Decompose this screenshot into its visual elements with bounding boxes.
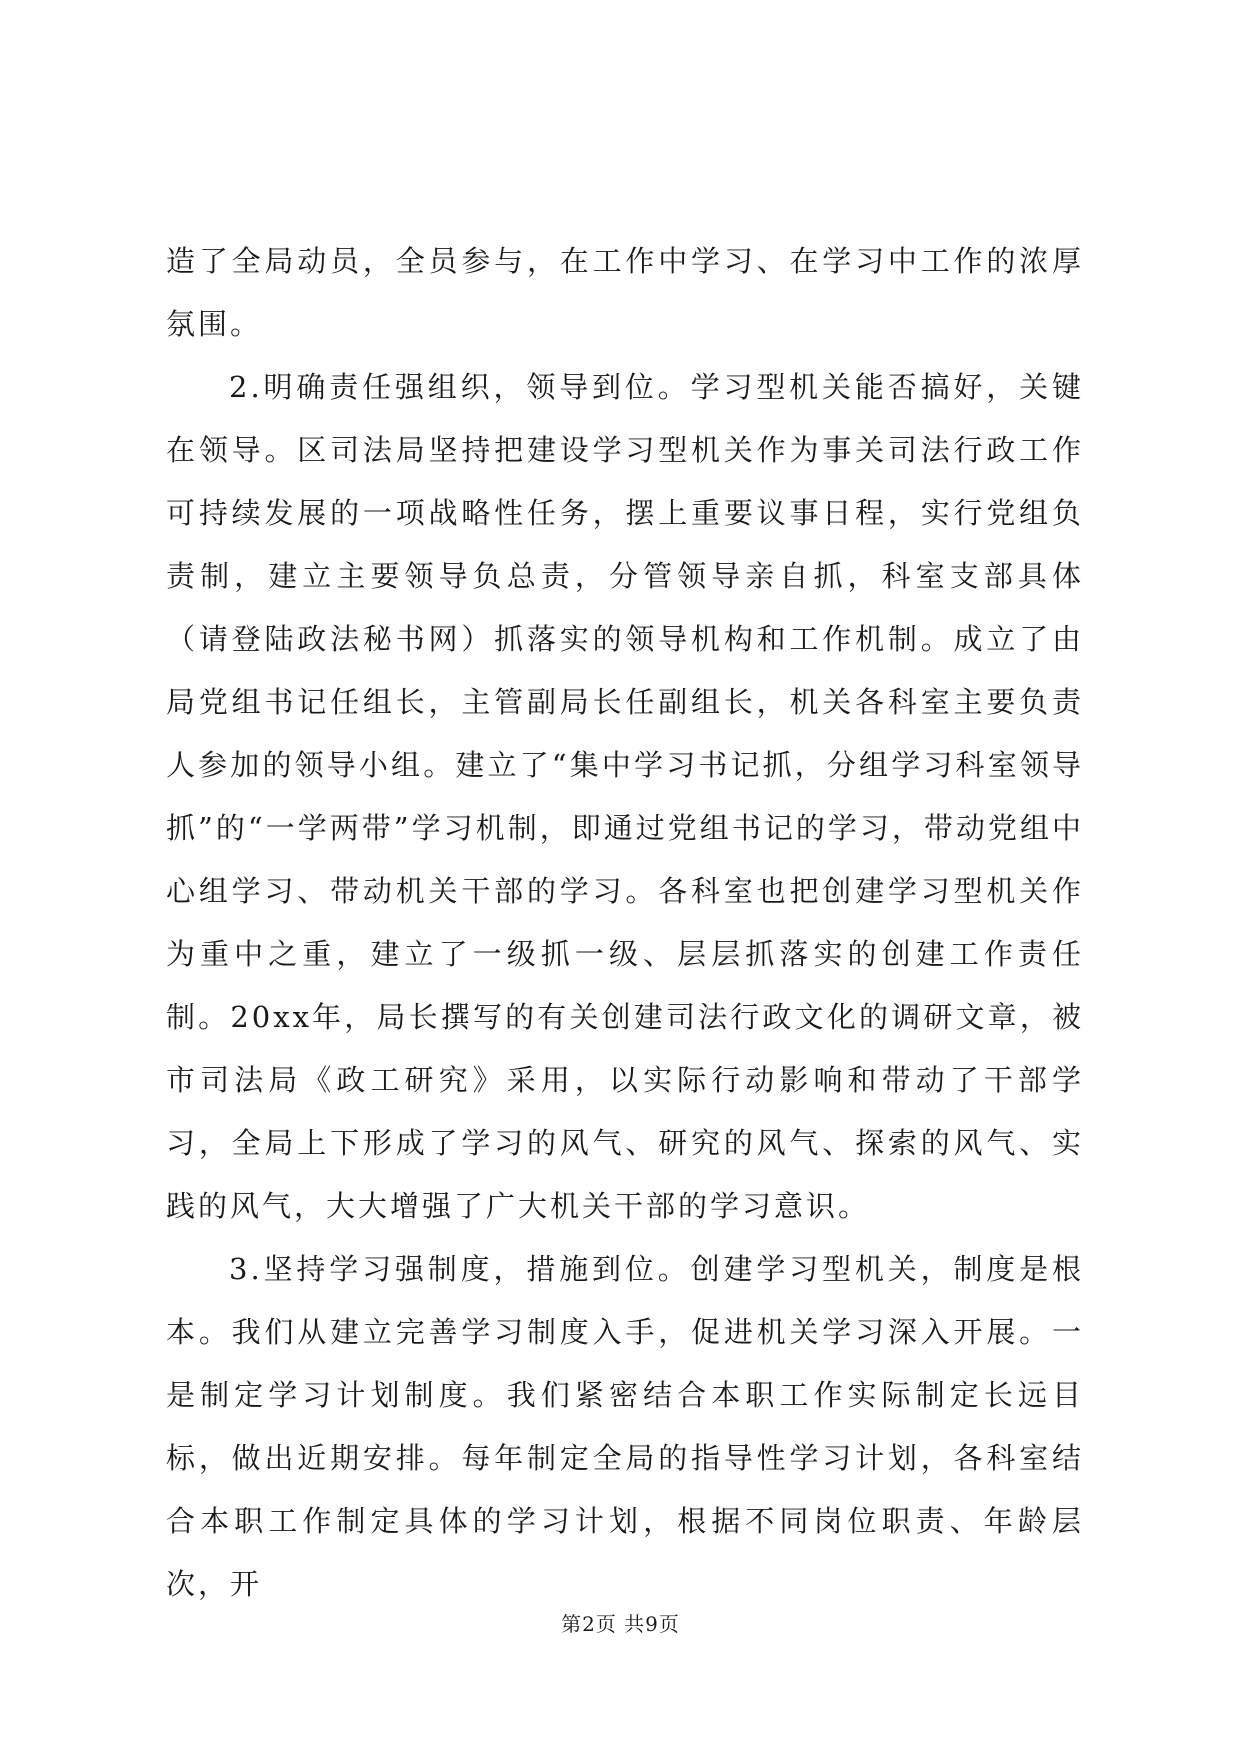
document-body xyxy=(166,230,1084,1616)
paragraph-section-3: 3.坚持学习强制度，措施到位。创建学习型机关，制度是根本。我们从建立完善学习制度入手，促进机关学习深入开展。一是制定学习计划制度。我们紧密结合本职工作实际制定长远目标，做出近期安排。每年制定全局的指导性学习计划，各科室结合本职工作制定具体的学习计划，根据不同岗位职责、年龄层次，开 xyxy=(166,1252,1084,1601)
paragraph-section-2: 2.明确责任强组织，领导到位。学习型机关能否搞好，关键在领导。区司法局坚持把建设学习型机关作为事关司法行政工作可持续发展的一项战略性任务，摆上重要议事日程，实行党组负责制，建立主要领导负总责，分管领导亲自抓，科室支部具体（请登陆政法秘书网）抓落实的领导机构和工作机制。成立了由局党组书记任组长，主管副局长任副组长，机关各科室主要负责人参加的领导小组。建立了“集中学习书记抓，分组学习科室领导抓”的“一学两带”学习机制，即通过党组书记的学习，带动党组中心组学习、带动机关干部的学习。各科室也把创建学习型机关作为重中之重，建立了一级抓一级、层层抓落实的创建工作责任制。20xx年，局长撰写的有关创建司法行政文化的调研文章，被市司法局《政工研究》采用，以实际行动影响和带动了干部学习，全局上下形成了学习的风气、研究的风气、探索的风气、实践的风气，大大增强了广大机关干部的学习意识。 xyxy=(166,370,1084,1223)
page-number-footer: 第2页 共9页 xyxy=(561,1612,680,1636)
paragraph-continuation: 造了全局动员，全员参与，在工作中学习、在学习中工作的浓厚氛围。 xyxy=(166,244,1084,341)
